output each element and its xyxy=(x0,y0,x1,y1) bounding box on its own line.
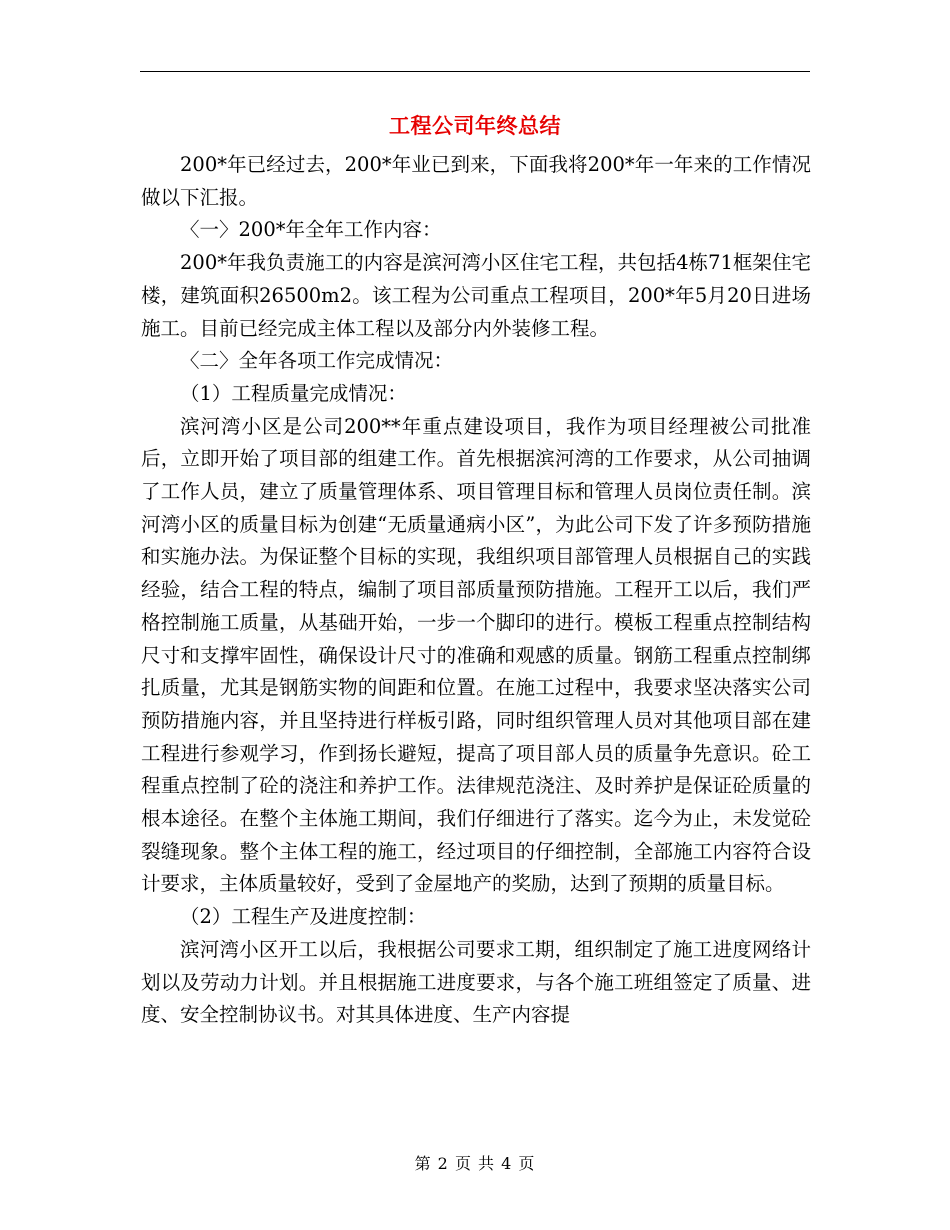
header-rule xyxy=(140,71,810,72)
subheading-progress: （2）工程生产及进度控制： xyxy=(180,905,427,929)
work-content-paragraph: 200*年我负责施工的内容是滨河湾小区住宅工程，共包括4栋71框架住宅楼，建筑面积26500m2。该工程为公司重点工程项目，200*年5月20日进场施工。目前已经完成主体工程以及部分内外装修工程。 xyxy=(141,251,811,340)
quality-paragraph: 滨河湾小区是公司200**年重点建设项目，我作为项目经理被公司批准后，立即开始了项目部的组建工作。首先根据滨河湾的工作要求，从公司抽调了工作人员，建立了质量管理体系、项目管理目标和管理人员岗位责任制。滨河湾小区的质量目标为创建“无质量通病小区”，为此公司下发了许多预防措施和实施办法。为保证整个目标的实现，我组织项目部管理人员根据自己的实践经验，结合工程的特点，编制了项目部质量预防措施。工程开工以后，我们严格控制施工质量，从基础开始，一步一个脚印的进行。模板工程重点控制结构尺寸和支撑牢固性，确保设计尺寸的准确和观感的质量。钢筋工程重点控制绑扎质量，尤其是钢筋实物的间距和位置。在施工过程中，我要求坚决落实公司预防措施内容，并且坚持进行样板引路，同时组织管理人员对其他项目部在建工程进行参观学习，作到扬长避短，提高了项目部人员的质量争先意识。砼工程重点控制了砼的浇注和养护工作。法律规范浇注、及时养护是保证砼质量的根本途径。在整个主体施工期间，我们仔细进行了落实。迄今为止，未发觉砼裂缝现象。整个主体工程的施工，经过项目的仔细控制，全部施工内容符合设计要求，主体质量较好，受到了金屋地产的奖励，达到了预期的质量目标。 xyxy=(141,414,811,896)
intro-paragraph: 200*年已经过去，200*年业已到来，下面我将200*年一年来的工作情况做以下汇报。 xyxy=(141,153,811,209)
progress-paragraph: 滨河湾小区开工以后，我根据公司要求工期，组织制定了施工进度网络计划以及劳动力计划。并且根据施工进度要求，与各个施工班组签定了质量、进度、安全控制协议书。对其具体进度、生产内容提 xyxy=(141,937,811,1027)
document-title: 工程公司年终总结 xyxy=(389,114,561,138)
section-heading-one: 〈一〉200*年全年工作内容： xyxy=(180,218,442,242)
section-heading-two: 〈二〉全年各项工作完成情况： xyxy=(180,349,454,373)
subheading-quality: （1）工程质量完成情况： xyxy=(180,381,407,405)
page-number: 第 2 页 共 4 页 xyxy=(414,1154,536,1173)
document-body xyxy=(141,149,811,1032)
